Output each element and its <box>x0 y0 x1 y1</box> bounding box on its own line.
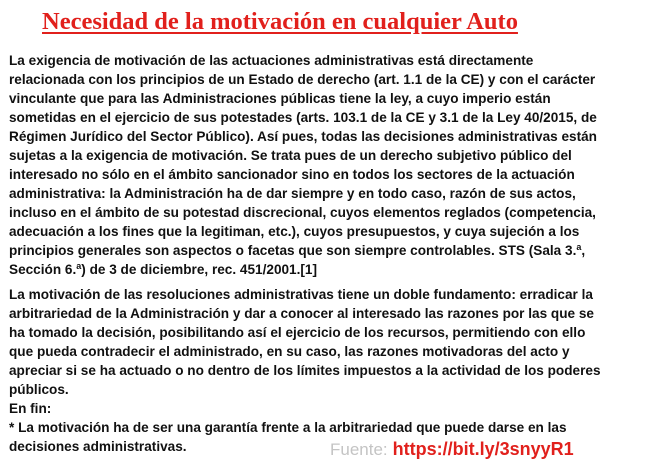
document-title: Necesidad de la motivación en cualquier Auto <box>42 8 518 35</box>
ordinal-superscript: a <box>576 242 582 252</box>
ordinal-superscript: a <box>76 261 82 271</box>
text-line-citation <box>9 241 597 260</box>
citation-text: ) de 3 de diciembre, rec. 451/2001.[1] <box>81 262 318 277</box>
text-line: apreciar si se ha actuado o no dentro de los límites impuestos a la actividad de los poderes <box>9 363 601 378</box>
text-line: que pueda contradecir el administrado, en su caso, las razones motivadoras del acto y <box>9 344 570 359</box>
text-line: interesado no sólo en el ámbito sancionador sino en todos los sectores de la actuación <box>9 167 575 182</box>
paragraph-motivation-requirement <box>9 51 597 279</box>
source-credit <box>330 436 574 464</box>
text-line: relacionada con los principios de un Estado de derecho (art. 1.1 de la CE) y con el carácter <box>9 72 596 87</box>
citation-text: Sección 6. <box>9 262 77 277</box>
text-line: públicos. <box>9 382 69 397</box>
citation-text: , <box>581 243 586 258</box>
text-line: Régimen Jurídico del Sector Público). Así pues, todas las decisiones administrativas están <box>9 129 597 144</box>
text-line: vinculante que para las Administraciones públicas tiene la ley, a cuyo imperio están <box>9 91 551 106</box>
paragraph-double-foundation <box>9 285 601 456</box>
text-line: * La motivación ha de ser una garantía frente a la arbitrariedad que puede darse en las <box>9 420 567 435</box>
text-line-citation <box>9 260 597 279</box>
source-label: Fuente: <box>330 440 388 459</box>
text-line: sometidas en el ejercicio de sus potestades (arts. 103.1 de la CE y 3.1 de la Ley 40/2015, de <box>9 110 597 125</box>
text-line: arbitrariedad de la Administración y dar a conocer al interesado las razones por las que se <box>9 306 594 321</box>
text-line: En fin: <box>9 401 52 416</box>
text-line: sujetas a la exigencia de motivación. Se trata pues de un derecho subjetivo público del <box>9 148 572 163</box>
text-line: La motivación de las resoluciones administrativas tiene un doble fundamento: erradicar la <box>9 287 593 302</box>
text-line: adecuación a los fines que la legitiman, etc.), cuyos presupuestos, y cuya sujeción a los <box>9 224 580 239</box>
text-line: administrativa: la Administración ha de dar siempre y en todo caso, razón de sus actos, <box>9 186 576 201</box>
text-line: ha tomado la decisión, posibilitando así el ejercicio de los recursos, permitiendo con ello <box>9 325 586 340</box>
text-line: decisiones administrativas. <box>9 439 187 454</box>
text-line: La exigencia de motivación de las actuaciones administrativas está directamente <box>9 53 534 68</box>
source-link[interactable]: https://bit.ly/3snyyR1 <box>392 439 574 459</box>
text-line: incluso en el ámbito de su potestad discrecional, cuyos elementos reglados (competencia, <box>9 205 596 220</box>
citation-text: principios generales son aspectos o facetas que son siempre controlables. STS (Sala 3. <box>9 243 577 258</box>
